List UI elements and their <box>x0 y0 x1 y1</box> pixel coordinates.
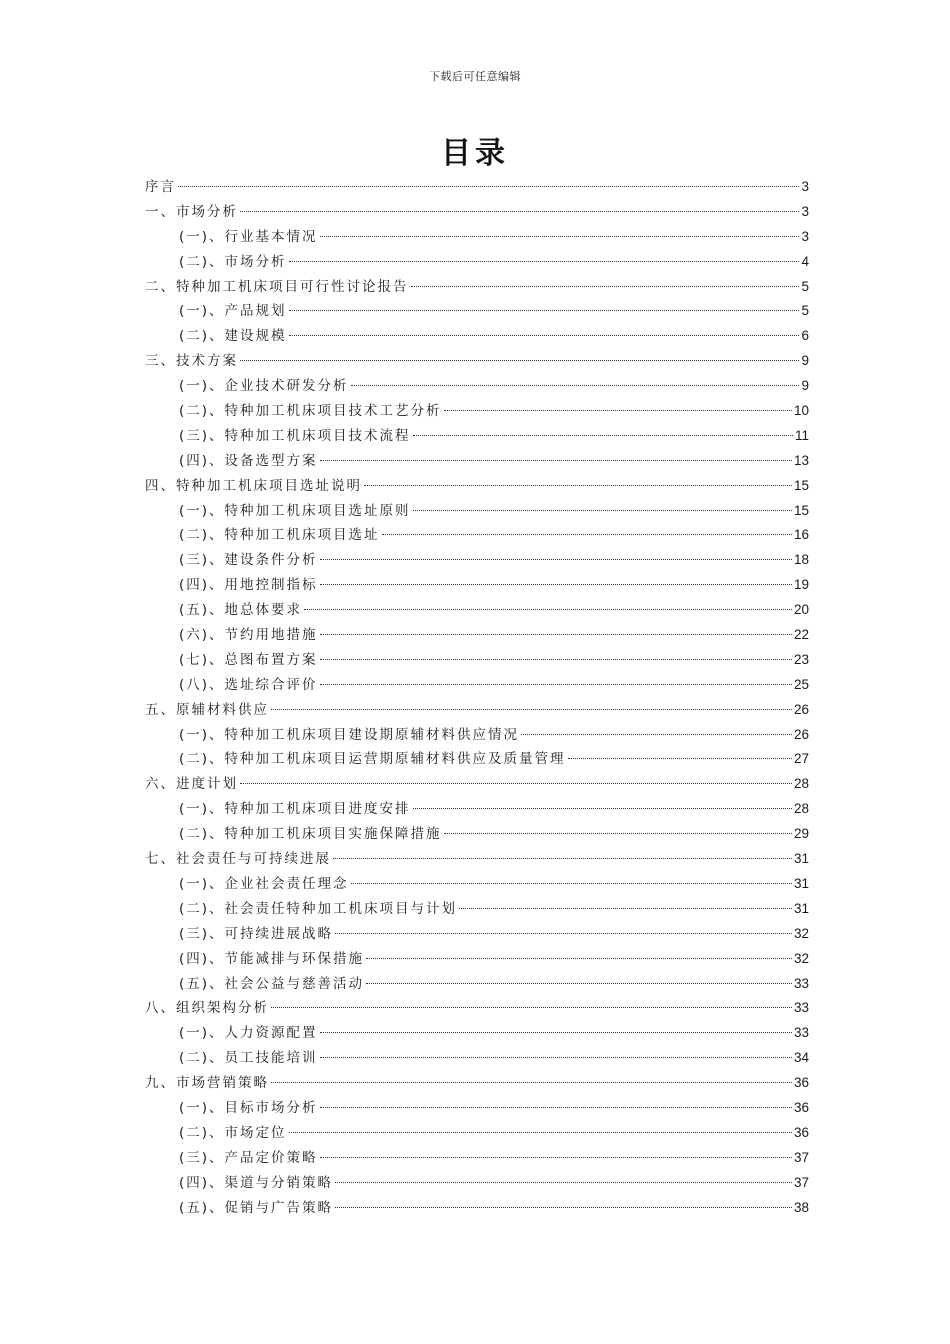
toc-entry[interactable] <box>145 573 809 598</box>
toc-entry[interactable] <box>145 723 809 748</box>
toc-entry[interactable] <box>145 1046 809 1071</box>
toc-entry[interactable] <box>145 424 809 449</box>
toc-entry[interactable] <box>145 299 809 324</box>
dot-leader <box>271 1007 792 1008</box>
dot-leader <box>240 783 792 784</box>
toc-page-number: 31 <box>793 900 809 916</box>
toc-entry-title: 七、社会责任与可持续进展 <box>145 851 331 868</box>
toc-entry[interactable] <box>145 897 809 922</box>
toc-entry[interactable] <box>145 1096 809 1121</box>
dot-leader <box>178 186 799 187</box>
toc-entry[interactable] <box>145 673 809 698</box>
dot-leader <box>304 609 792 610</box>
toc-entry-title: (三)、特种加工机床项目技术流程 <box>179 427 411 444</box>
toc-entry[interactable] <box>145 523 809 548</box>
toc-entry[interactable] <box>145 250 809 275</box>
toc-page-number: 26 <box>793 726 809 742</box>
toc-page-number: 36 <box>793 1075 809 1091</box>
toc-page-number: 36 <box>793 1099 809 1115</box>
toc-page-number: 38 <box>793 1199 809 1215</box>
toc-entry-title: (四)、节能减排与环保措施 <box>179 950 365 967</box>
toc-entry[interactable] <box>145 598 809 623</box>
toc-page-number: 33 <box>793 1000 809 1016</box>
toc-entry-title: 五、原辅材料供应 <box>145 701 269 718</box>
table-of-contents <box>145 175 809 1220</box>
toc-entry-title: (五)、促销与广告策略 <box>179 1199 334 1216</box>
toc-entry-title: 一、市场分析 <box>145 203 238 220</box>
dot-leader <box>320 559 792 560</box>
toc-page-number: 36 <box>793 1124 809 1140</box>
dot-leader <box>320 236 800 237</box>
toc-page-number: 9 <box>801 353 809 369</box>
toc-entry-title: (一)、特种加工机床项目进度安排 <box>179 801 411 818</box>
toc-page-number: 9 <box>801 378 809 394</box>
toc-page-number: 5 <box>801 278 809 294</box>
dot-leader <box>459 908 792 909</box>
toc-entry-title: (三)、可持续进展战略 <box>179 925 334 942</box>
toc-page-number: 19 <box>793 577 809 593</box>
dot-leader <box>271 709 792 710</box>
dot-leader <box>289 335 800 336</box>
toc-page-number: 27 <box>793 751 809 767</box>
toc-entry[interactable] <box>145 797 809 822</box>
dot-leader <box>444 833 792 834</box>
dot-leader <box>335 1207 792 1208</box>
toc-entry[interactable] <box>145 449 809 474</box>
dot-leader <box>271 1082 792 1083</box>
toc-entry[interactable] <box>145 747 809 772</box>
toc-entry[interactable] <box>145 275 809 300</box>
toc-entry-title: (六)、节约用地措施 <box>179 627 318 644</box>
dot-leader <box>320 584 792 585</box>
toc-page-number: 37 <box>793 1149 809 1165</box>
toc-entry[interactable] <box>145 972 809 997</box>
dot-leader <box>320 684 792 685</box>
toc-page-number: 15 <box>793 502 809 518</box>
toc-entry-title: (四)、设备选型方案 <box>179 452 318 469</box>
toc-entry[interactable] <box>145 474 809 499</box>
toc-page-number: 34 <box>793 1050 809 1066</box>
dot-leader <box>366 958 792 959</box>
toc-page-number: 5 <box>801 303 809 319</box>
toc-entry[interactable] <box>145 1021 809 1046</box>
toc-page-number: 15 <box>793 477 809 493</box>
toc-entry[interactable] <box>145 1121 809 1146</box>
toc-entry[interactable] <box>145 947 809 972</box>
toc-entry-title: (三)、产品定价策略 <box>179 1149 318 1166</box>
toc-entry-title: (八)、选址综合评价 <box>179 676 318 693</box>
dot-leader <box>335 1182 792 1183</box>
toc-page-number: 33 <box>793 975 809 991</box>
toc-page-number: 25 <box>793 676 809 692</box>
toc-entry-title: (二)、员工技能培训 <box>179 1050 318 1067</box>
dot-leader <box>351 883 792 884</box>
toc-entry-title: 四、特种加工机床项目选址说明 <box>145 477 362 494</box>
toc-entry-title: (五)、社会公益与慈善活动 <box>179 975 365 992</box>
toc-entry-title: (一)、产品规划 <box>179 303 287 320</box>
dot-leader <box>366 983 792 984</box>
toc-entry[interactable] <box>145 847 809 872</box>
dot-leader <box>411 286 800 287</box>
toc-entry[interactable] <box>145 200 809 225</box>
toc-entry-title: 八、组织架构分析 <box>145 1000 269 1017</box>
toc-entry-title: (二)、特种加工机床项目实施保障措施 <box>179 826 442 843</box>
dot-leader <box>382 534 792 535</box>
toc-entry[interactable] <box>145 225 809 250</box>
dot-leader <box>413 510 792 511</box>
dot-leader <box>333 858 792 859</box>
toc-entry-title: 二、特种加工机床项目可行性讨论报告 <box>145 278 409 295</box>
header-note: 下载后可任意编辑 <box>429 70 521 83</box>
toc-page-number: 3 <box>801 179 809 194</box>
toc-entry-title: (一)、行业基本情况 <box>179 228 318 245</box>
dot-leader <box>364 485 792 486</box>
toc-entry[interactable] <box>145 349 809 374</box>
toc-entry-title: (二)、市场分析 <box>179 253 287 270</box>
toc-entry[interactable] <box>145 872 809 897</box>
toc-entry-title: (一)、人力资源配置 <box>179 1025 318 1042</box>
toc-page-number: 20 <box>793 602 809 618</box>
toc-entry-title: (一)、目标市场分析 <box>179 1099 318 1116</box>
dot-leader <box>320 1157 792 1158</box>
dot-leader <box>320 634 792 635</box>
dot-leader <box>320 1032 792 1033</box>
toc-entry[interactable] <box>145 822 809 847</box>
dot-leader <box>289 310 800 311</box>
toc-entry-title: (一)、企业技术研发分析 <box>179 378 349 395</box>
toc-page-number: 23 <box>793 651 809 667</box>
toc-entry-title: (一)、企业社会责任理念 <box>179 875 349 892</box>
dot-leader <box>289 1132 792 1133</box>
toc-page-number: 16 <box>793 527 809 543</box>
dot-leader <box>240 211 799 212</box>
toc-page-number: 29 <box>793 826 809 842</box>
toc-entry[interactable] <box>145 772 809 797</box>
toc-page-number: 26 <box>793 701 809 717</box>
toc-entry[interactable] <box>145 1146 809 1171</box>
toc-page-number: 37 <box>793 1174 809 1190</box>
toc-entry-title: (二)、特种加工机床项目技术工艺分析 <box>179 403 442 420</box>
toc-entry[interactable] <box>145 648 809 673</box>
toc-entry[interactable] <box>145 1196 809 1221</box>
toc-entry-title: 三、技术方案 <box>145 353 238 370</box>
toc-entry[interactable] <box>145 548 809 573</box>
toc-page-number: 22 <box>793 627 809 643</box>
toc-entry-title: 六、进度计划 <box>145 776 238 793</box>
toc-page-number: 32 <box>793 950 809 966</box>
toc-entry[interactable] <box>145 698 809 723</box>
toc-entry-title: (五)、地总体要求 <box>179 602 303 619</box>
toc-entry[interactable] <box>145 922 809 947</box>
toc-entry-title: 序言 <box>145 179 176 195</box>
toc-page-number: 3 <box>801 228 809 244</box>
toc-page-number: 31 <box>793 875 809 891</box>
toc-page-number: 18 <box>793 552 809 568</box>
toc-page-number: 10 <box>793 403 809 419</box>
dot-leader <box>413 435 793 436</box>
toc-page-number: 4 <box>801 253 809 269</box>
dot-leader <box>351 385 800 386</box>
toc-entry-title: (二)、特种加工机床项目运营期原辅材料供应及质量管理 <box>179 751 566 768</box>
toc-entry[interactable] <box>145 1071 809 1096</box>
dot-leader <box>521 734 792 735</box>
toc-page-number: 11 <box>794 427 809 443</box>
toc-entry[interactable] <box>145 324 809 349</box>
toc-entry-title: (二)、社会责任特种加工机床项目与计划 <box>179 900 458 917</box>
toc-entry[interactable] <box>145 374 809 399</box>
toc-page-number: 31 <box>793 851 809 867</box>
toc-entry-title: (一)、特种加工机床项目选址原则 <box>179 502 411 519</box>
dot-leader <box>568 758 792 759</box>
toc-page-number: 3 <box>801 203 809 219</box>
dot-leader <box>289 261 800 262</box>
toc-entry-title: (四)、渠道与分销策略 <box>179 1174 334 1191</box>
dot-leader <box>320 1107 792 1108</box>
toc-entry-title: (二)、特种加工机床项目选址 <box>179 527 380 544</box>
toc-entry[interactable] <box>145 1171 809 1196</box>
toc-entry-title: (三)、建设条件分析 <box>179 552 318 569</box>
toc-page-number: 13 <box>793 452 809 468</box>
dot-leader <box>444 410 792 411</box>
toc-entry-title: (四)、用地控制指标 <box>179 577 318 594</box>
toc-page-number: 28 <box>793 801 809 817</box>
toc-entry[interactable] <box>145 175 809 200</box>
dot-leader <box>320 659 792 660</box>
page-title: 目录 <box>441 136 509 171</box>
toc-entry[interactable] <box>145 623 809 648</box>
toc-entry-title: (二)、市场定位 <box>179 1124 287 1141</box>
toc-page-number: 33 <box>793 1025 809 1041</box>
toc-page-number: 32 <box>793 925 809 941</box>
toc-entry-title: 九、市场营销策略 <box>145 1075 269 1092</box>
dot-leader <box>240 360 799 361</box>
toc-entry-title: (七)、总图布置方案 <box>179 651 318 668</box>
toc-entry[interactable] <box>145 399 809 424</box>
toc-page-number: 28 <box>793 776 809 792</box>
dot-leader <box>335 933 792 934</box>
dot-leader <box>320 1057 792 1058</box>
dot-leader <box>320 460 792 461</box>
dot-leader <box>413 808 792 809</box>
toc-entry[interactable] <box>145 499 809 524</box>
toc-entry[interactable] <box>145 996 809 1021</box>
toc-page-number: 6 <box>801 328 809 344</box>
toc-entry-title: (二)、建设规模 <box>179 328 287 345</box>
toc-entry-title: (一)、特种加工机床项目建设期原辅材料供应情况 <box>179 726 520 743</box>
